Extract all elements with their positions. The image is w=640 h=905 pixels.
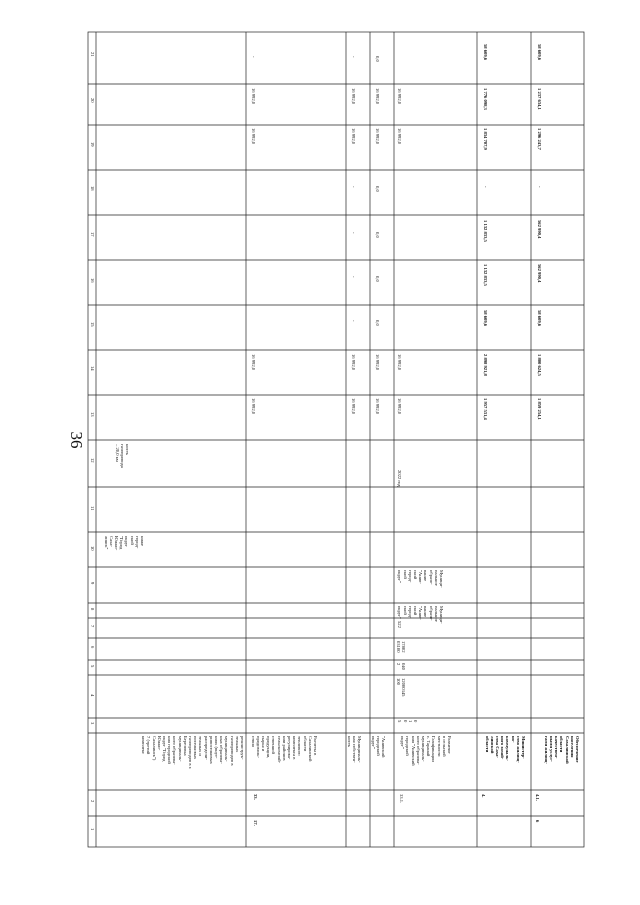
col-number-14: 14 xyxy=(90,366,95,371)
row-mun-c16: - xyxy=(351,276,356,278)
row-aniva-c19: 16 992,0 xyxy=(375,128,380,145)
row-331-c13: 16 992,0 xyxy=(397,398,402,415)
row-331-c9: Муници- пальное образо- вание "Анив- ский город- ской округ" xyxy=(397,606,444,624)
row-mun-c21: - xyxy=(351,56,356,58)
row-17-number: 17. xyxy=(253,820,258,826)
row-33-c19: 16 992,0 xyxy=(251,128,256,145)
row-4-c15: 58 609,6 xyxy=(483,310,488,327)
row-4-c21: 58 609,6 xyxy=(483,44,488,61)
row-41-c13: 1 859 254,1 xyxy=(537,398,542,420)
row-41-c20: 1 237 634,1 xyxy=(537,88,542,110)
row-33-c21: - xyxy=(251,56,256,58)
col-number-18: 18 xyxy=(90,186,95,191)
col-number-17: 17 xyxy=(90,232,95,237)
col-number-19: 19 xyxy=(90,142,95,147)
col-number-16: 16 xyxy=(90,278,95,283)
row-33-code: 33. xyxy=(253,794,258,800)
row-331-c14: 16 992,0 xyxy=(397,354,402,371)
row-aniva-c21: 0,0 xyxy=(375,56,380,62)
row-331-c5: 12000345 100 xyxy=(395,678,406,697)
row-aniva-c17: 0,0 xyxy=(375,232,380,238)
col-number-6: 6 xyxy=(90,646,95,649)
row-331-c20: 16 992,0 xyxy=(397,88,402,105)
col-number-2: 2 xyxy=(90,800,95,803)
row-41-c19: 1 296 243,7 xyxy=(537,128,542,150)
continuation-col10: ниже город- ской округ "Город Южно- Саха- линск" xyxy=(103,536,145,551)
row-331-c6: 040 2 xyxy=(395,663,406,670)
row-6-number: 6 xyxy=(535,820,540,823)
row-mun-c15: - xyxy=(351,320,356,322)
row-41-c14: 1 800 624,5 xyxy=(537,354,542,376)
row-33-c13: 16 992,0 xyxy=(251,398,256,415)
continuation-col12: ность газопровода – 20,0 км xyxy=(114,444,130,468)
row-41-c15: 58 609,6 xyxy=(537,310,542,327)
row-4-name: Министер- ство жилищ- но- коммуналь- ного хозяй- ства Саха- линской области xyxy=(484,736,526,763)
row-331-code: 33.1. xyxy=(399,794,404,804)
row-331-c4: 0 1 0 5 xyxy=(397,720,418,723)
row-41-c16: 562 990,4 xyxy=(537,264,542,283)
table-border xyxy=(88,32,584,847)
row-41-name: Обеспечение населения Сахалинской области качествен- ными услуг- гами жилищ- xyxy=(543,736,580,764)
row-4-c13: 1 957 531,4 xyxy=(483,398,488,420)
row-33-c20: 16 992,0 xyxy=(251,88,256,105)
row-4-code: 4. xyxy=(481,794,486,798)
row-mun-c14: 16 992,0 xyxy=(351,354,356,371)
page-number: 36 xyxy=(67,431,86,449)
row-4-c20: 1 776 098,3 xyxy=(483,88,488,110)
row-331-c10: Муници- пальное образо- вание "Анив- ский город- ской округ" xyxy=(397,570,444,588)
row-4-c19: 1 834 707,9 xyxy=(483,128,488,150)
row-331-c12: 2022 год xyxy=(397,470,402,487)
row-331-name: Развитие в сельской местности Газификации с. Таранай муниципаль- ного образова- ния "Анивский городской округ" xyxy=(400,736,452,766)
row-aniva-c15: 0,0 xyxy=(375,320,380,326)
row-4-c17: 1 132 833,5 xyxy=(483,220,488,242)
col-number-12: 12 xyxy=(90,458,95,463)
row-mun-c20: 16 992,0 xyxy=(351,88,356,105)
col-number-9: 9 xyxy=(90,582,95,585)
row-aniva-c13: 16 992,0 xyxy=(375,398,380,415)
col-number-8: 8 xyxy=(90,608,95,611)
row-aniva-c18: 0,0 xyxy=(375,186,380,192)
col-number-13: 13 xyxy=(90,412,95,417)
row-331-c8: 522 xyxy=(397,621,402,628)
col-number-15: 15 xyxy=(90,322,95,327)
row-331-c7: 17802 03100 xyxy=(395,641,406,653)
col-number-1: 1 xyxy=(90,828,95,831)
row-mun-c13: 16 992,0 xyxy=(351,398,356,415)
row-aniva-c14: 16 992,0 xyxy=(375,354,380,371)
col-number-5: 5 xyxy=(90,665,95,668)
row-33-name: Расчеты в Сахалинской области теплового комплекса в регулирова- нии районов сельскохозяй- ственной продукции, сырья и продоволь- ствия xyxy=(250,736,318,764)
col-number-11: 11 xyxy=(90,506,95,511)
col-number-7: 7 xyxy=(90,625,95,628)
row-mun-name: Муниципаль- ная собствен- ность xyxy=(346,736,362,763)
col-number-3: 3 xyxy=(90,722,95,725)
continuation-name: реконструк- тельных газопроводов в муниципаль- ных образова- ниях (внут- рипоселковых распредели- тельных и поселковых газопроводов в г. Березовка муниципаль- ного образова- ния городской округ "Город Южно- Сахалинск") 7 (третий комплекс xyxy=(141,736,245,770)
row-mun-c18: - xyxy=(351,186,356,188)
row-mun-c17: - xyxy=(351,232,356,234)
col-number-20: 20 xyxy=(90,98,95,103)
row-41-c17: 562 990,4 xyxy=(537,220,542,239)
row-41-c18: - xyxy=(537,186,542,188)
col-number-4: 4 xyxy=(90,694,95,697)
row-41-code: 4.1. xyxy=(535,794,540,801)
row-4-c16: 1 132 833,5 xyxy=(483,264,488,286)
row-33-c14: 16 992,0 xyxy=(251,354,256,371)
row-4-c18: - xyxy=(483,186,488,188)
row-aniva-c16: 0,0 xyxy=(375,276,380,282)
row-aniva-name: "Анивский городской округ" xyxy=(370,736,386,758)
row-331-c19: 16 992,0 xyxy=(397,128,402,145)
row-mun-c19: 16 992,0 xyxy=(351,128,356,145)
row-41-c21: 58 609,6 xyxy=(537,44,542,61)
row-4-c14: 2 898 921,8 xyxy=(483,354,488,376)
row-aniva-c20: 16 992,0 xyxy=(375,88,380,105)
col-number-21: 21 xyxy=(90,52,95,57)
col-number-10: 10 xyxy=(90,546,95,551)
